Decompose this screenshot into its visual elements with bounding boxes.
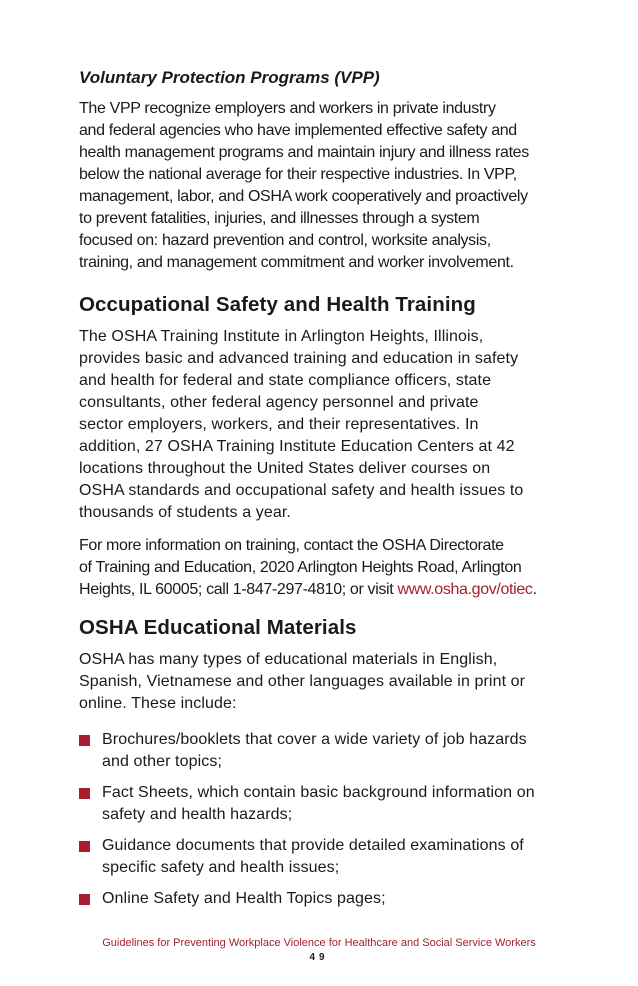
materials-list: [79, 729, 569, 910]
text-line: management, labor, and OSHA work cooperatively and proactively: [79, 188, 528, 205]
list-item: [79, 835, 569, 879]
text-line: Online Safety and Health Topics pages;: [102, 890, 386, 907]
text-line: .: [532, 581, 537, 598]
training-contact-paragraph: [79, 535, 569, 601]
text-line: Heights, IL 60005; call 1-847-297-4810; or visit: [79, 581, 398, 598]
text-line: Brochures/booklets that cover a wide variety of job hazards: [102, 731, 527, 748]
text-line: to prevent fatalities, injuries, and illnesses through a system: [79, 210, 480, 227]
text-line: online. These include:: [79, 695, 237, 712]
training-paragraph: [79, 326, 569, 524]
text-line: focused on: hazard prevention and control, worksite analysis,: [79, 232, 491, 249]
text-line: OSHA has many types of educational materials in English,: [79, 651, 498, 668]
text-line: addition, 27 OSHA Training Institute Education Centers at 42: [79, 438, 515, 455]
text-line: Spanish, Vietnamese and other languages available in print or: [79, 673, 526, 690]
training-heading: Occupational Safety and Health Training: [79, 293, 476, 316]
materials-paragraph: [79, 649, 569, 715]
list-item: [79, 888, 569, 910]
list-item: [79, 782, 569, 826]
text-line: The VPP recognize employers and workers in private industry: [79, 100, 496, 117]
materials-heading: OSHA Educational Materials: [79, 616, 357, 639]
text-line: The OSHA Training Institute in Arlington Heights, Illinois,: [79, 328, 484, 345]
footer-title: Guidelines for Preventing Workplace Violence for Healthcare and Social Service Workers: [102, 937, 536, 949]
square-bullet-icon: [79, 894, 90, 905]
otiec-link[interactable]: www.osha.gov/otiec: [397, 581, 533, 598]
vpp-paragraph: [79, 98, 569, 274]
square-bullet-icon: [79, 735, 90, 746]
page-content: [79, 66, 569, 919]
text-line: provides basic and advanced training and education in safety: [79, 350, 519, 367]
text-line: safety and health hazards;: [102, 806, 293, 823]
text-line: Guidance documents that provide detailed examinations of: [102, 837, 524, 854]
text-line: training, and management commitment and worker involvement.: [79, 254, 514, 271]
text-line: consultants, other federal agency personnel and private: [79, 394, 479, 411]
text-line: sector employers, workers, and their representatives. In: [79, 416, 479, 433]
list-item: [79, 729, 569, 773]
page-number: 49: [309, 952, 329, 963]
page-footer: [0, 936, 638, 965]
text-line: and federal agencies who have implemented effective safety and: [79, 122, 517, 139]
vpp-heading: Voluntary Protection Programs (VPP): [79, 68, 380, 87]
text-line: health management programs and maintain injury and illness rates: [79, 144, 529, 161]
text-line: and health for federal and state compliance officers, state: [79, 372, 492, 389]
text-line: For more information on training, contact the OSHA Directorate: [79, 537, 504, 554]
text-line: Fact Sheets, which contain basic background information on: [102, 784, 535, 801]
text-line: specific safety and health issues;: [102, 859, 340, 876]
text-line: of Training and Education, 2020 Arlington Heights Road, Arlington: [79, 559, 522, 576]
text-line: and other topics;: [102, 753, 222, 770]
text-line: below the national average for their respective industries. In VPP,: [79, 166, 517, 183]
text-line: locations throughout the United States deliver courses on: [79, 460, 491, 477]
text-line: OSHA standards and occupational safety and health issues to: [79, 482, 524, 499]
text-line: thousands of students a year.: [79, 504, 291, 521]
square-bullet-icon: [79, 788, 90, 799]
square-bullet-icon: [79, 841, 90, 852]
